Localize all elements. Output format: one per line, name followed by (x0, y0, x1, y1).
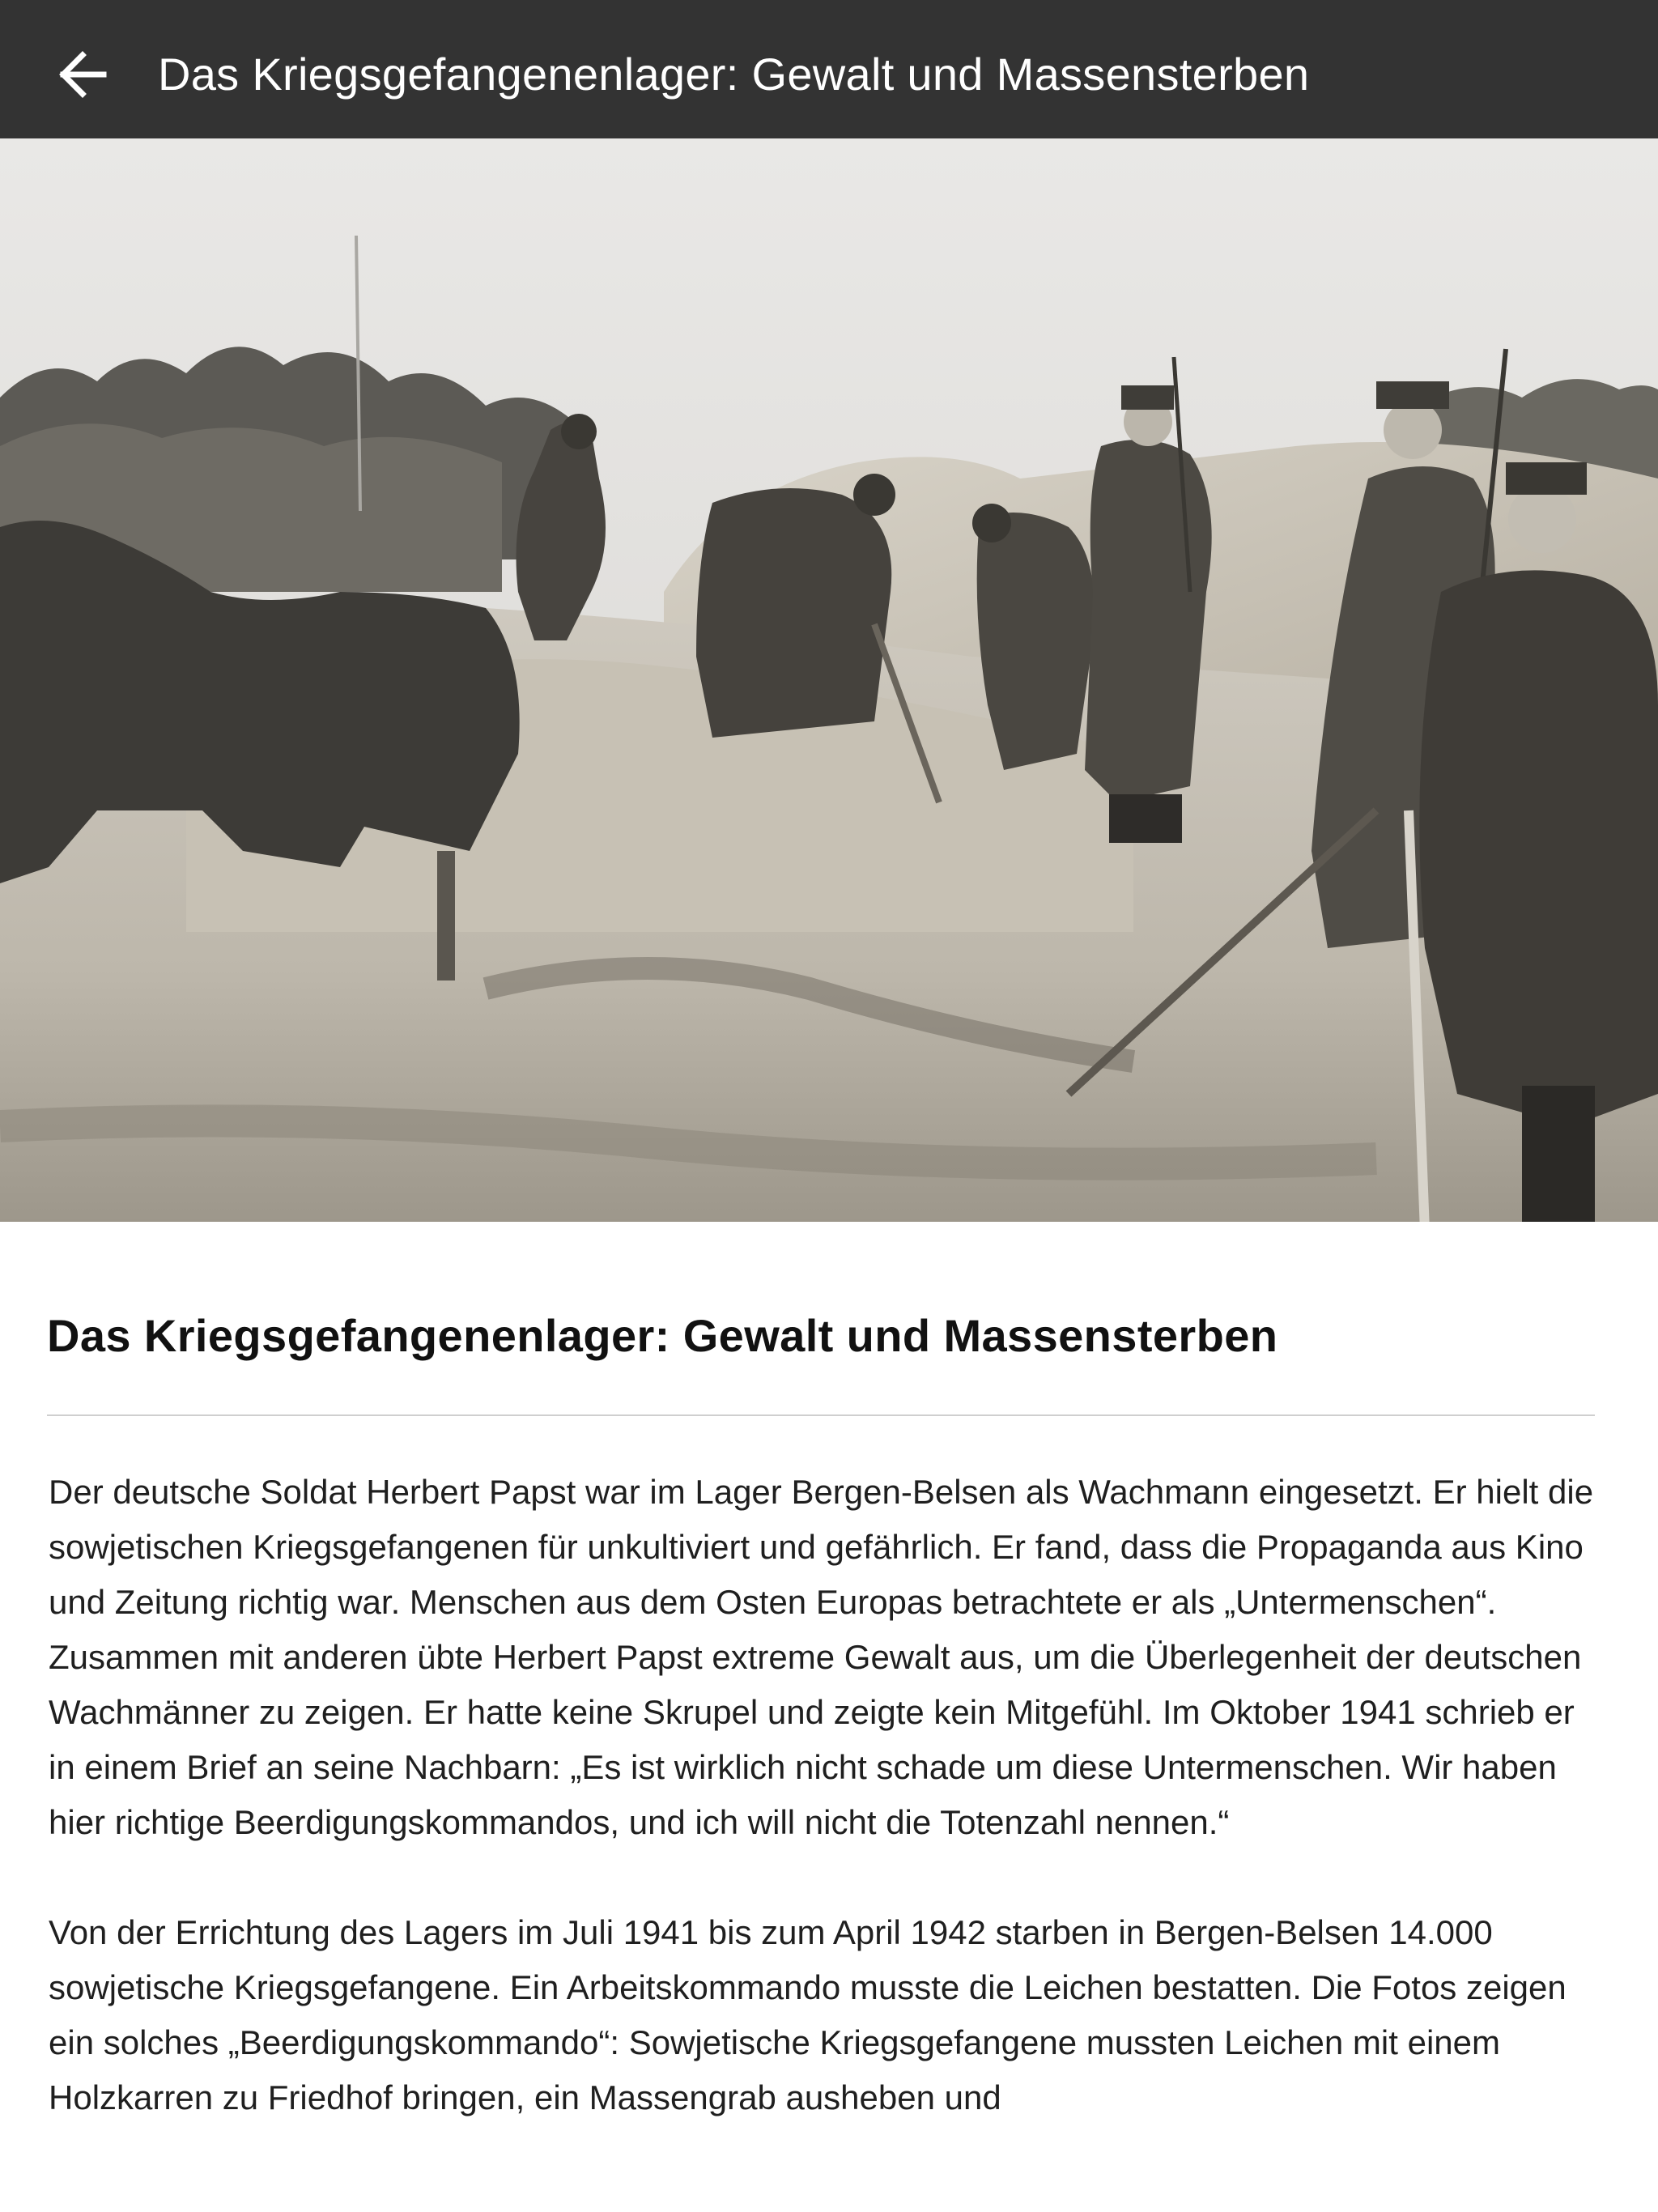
arrow-left-icon (50, 42, 115, 107)
divider (47, 1414, 1595, 1416)
article-body (49, 1465, 1595, 2180)
paragraph-1: Der deutsche Soldat Herbert Papst war im Lager Bergen-Belsen als Wachmann eingesetzt. Er hielt die sowjetischen Kriegsgefangenen für unkultiviert und gefährlich. Er fand, dass die Propaganda aus Kino und Zeitung richtig war. Menschen aus dem Osten Europas betrachtete er als „Untermenschen“. Zusammen mit anderen übte Herbert Papst extreme Gewalt aus, um die Überlegenheit der deutschen Wachmänner zu zeigen. Er hatte keine Skrupel und zeigte kein Mitgefühl. Im Oktober 1941 schrieb er in einem Brief an seine Nachbarn: „Es ist wirklich nicht schade um diese Untermenschen. Wir haben hier richtige Beerdigungskommandos, und ich will nicht die Totenzahl nennen.“ (49, 1473, 1594, 1841)
back-button[interactable] (50, 42, 115, 107)
app-bar (0, 0, 1658, 138)
article-title: Das Kriegsgefangenenlager: Gewalt und Massensterben (47, 1310, 1278, 1361)
app-bar-title: Das Kriegsgefangenenlager: Gewalt und Massensterben (158, 49, 1310, 100)
historical-photo (0, 138, 1658, 1222)
hero-photo (0, 138, 1658, 1222)
paragraph-2: Von der Errichtung des Lagers im Juli 1941 bis zum April 1942 starben in Bergen-Belsen 14.000 sowjetische Kriegsgefangene. Ein Arbeitskommando musste die Leichen bestatten. Die Fotos zeigen ein solches „Beerdigungskommando“: Sowjetische Kriegsgefangene mussten Leichen mit einem Holzkarren zu Friedhof bringen, ein Massengrab ausheben und (49, 1913, 1567, 2116)
